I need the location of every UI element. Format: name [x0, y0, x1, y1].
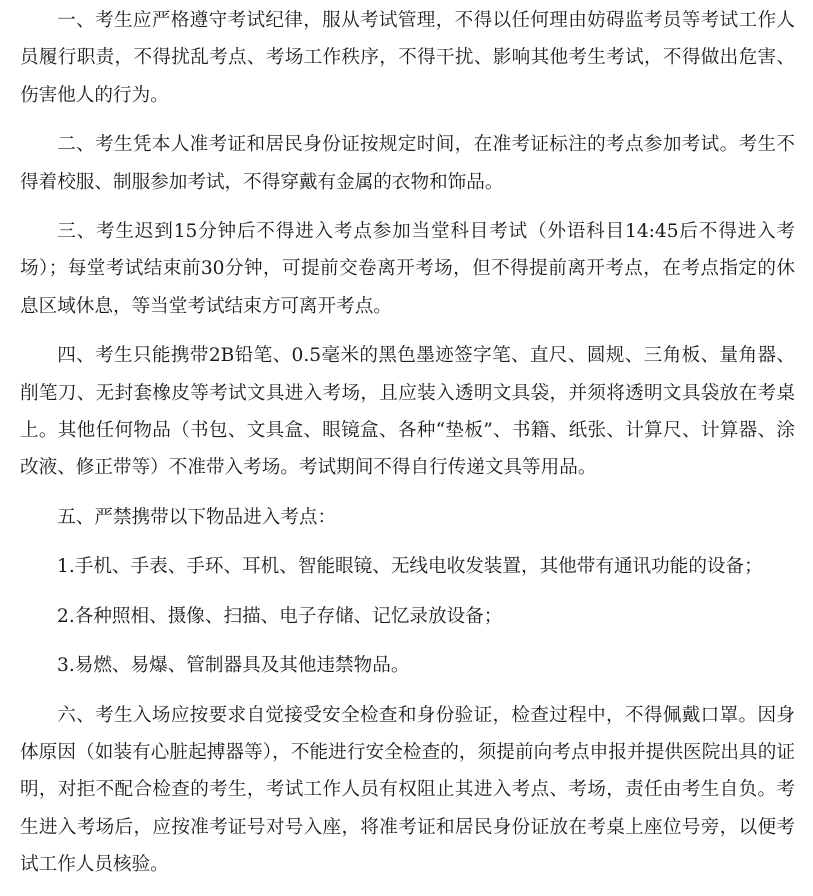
rule-paragraph-1: 一、考生应严格遵守考试纪律，服从考试管理，不得以任何理由妨碍监考员等考试工作人员履行职责，不得扰乱考点、考场工作秩序，不得干扰、影响其他考生考试，不得做出危害、伤害他人的行为。 [20, 10, 795, 106]
rule-paragraph-6: 六、考生入场应按要求自觉接受安全检查和身份验证，检查过程中，不得佩戴口罩。因身体原因（如装有心脏起搏器等），不能进行安全检查的，须提前向考点申报并提供医院出具的证明，对拒不配合检查的考生，考试工作人员有权阻止其进入考点、考场，责任由考生自负。考生进入考场后，应按准考证号对号入座，将准考证和居民身份证放在考桌上座位号旁，以便考试工作人员核验。 [20, 704, 795, 876]
prohibited-item-3: 3.易燃、易爆、管制器具及其他违禁物品。 [57, 655, 410, 677]
prohibited-item-1: 1.手机、手表、手环、耳机、智能眼镜、无线电收发装置，其他带有通讯功能的设备； [57, 556, 763, 578]
rule-paragraph-3: 三、考生迟到15分钟后不得进入考点参加当堂科目考试（外语科目14:45后不得进入考场）；每堂考试结束前30分钟，可提前交卷离开考场，但不得提前离开考点，在考点指定的休息区域休息，等当堂考试结束方可离开考点。 [20, 221, 795, 317]
rule-paragraph-4: 四、考生只能携带2B铅笔、0.5毫米的黑色墨迹签字笔、直尺、圆规、三角板、量角器、削笔刀、无封套橡皮等考试文具进入考场，且应装入透明文具袋，并须将透明文具袋放在考桌上。其他任何物品（书包、文具盒、眼镜盒、各种“垫板”、书籍、纸张、计算尺、计算器、涂改液、修正带等）不准带入考场。考试期间不得自行传递文具等用品。 [20, 345, 795, 479]
rule-paragraph-5: 五、严禁携带以下物品进入考点： [57, 506, 337, 528]
prohibited-item-2: 2.各种照相、摄像、扫描、电子存储、记忆录放设备； [57, 605, 503, 627]
exam-rules-document [20, 2, 795, 896]
rule-paragraph-2: 二、考生凭本人准考证和居民身份证按规定时间，在准考证标注的考点参加考试。考生不得着校服、制服参加考试，不得穿戴有金属的衣物和饰品。 [20, 134, 795, 193]
